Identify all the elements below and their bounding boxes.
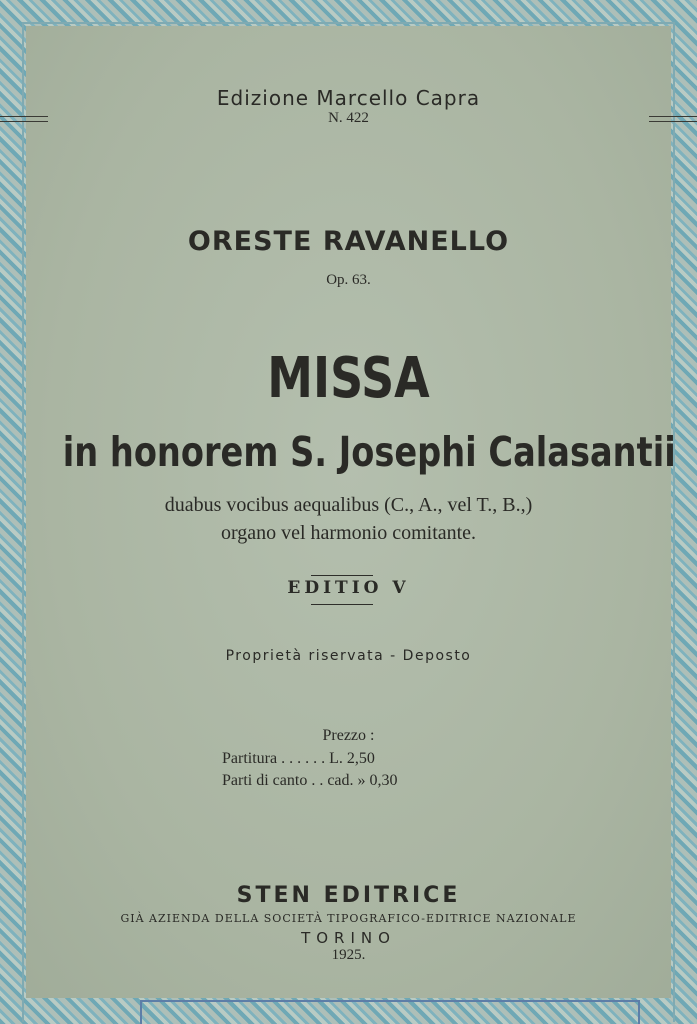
imprint-city: TORINO [301,929,396,947]
opus-number: Op. 63. [326,272,371,288]
composer-name: ORESTE RAVANELLO [187,226,510,257]
double-rule-right [649,116,697,122]
imprint-former-name: GIÀ AZIENDA DELLA SOCIETÀ TIPOGRAFICO-EDITRICE NAZIONALE [120,912,577,925]
double-rule-left [0,116,48,122]
rights-notice: Proprietà riservata - Deposto [225,648,472,664]
instrumentation-text: organo vel harmonio comitante. [220,522,477,544]
work-subtitle: in honorem S. Josephi Calasantii [62,428,676,476]
library-stamp [140,1000,640,1024]
catalog-number: N. 422 [328,110,369,126]
price-row: Partitura . . . . . . L. 2,50 [222,750,375,767]
publisher-name: Edizione Marcello Capra [216,86,481,110]
edition-rule-bottom [311,604,373,605]
work-title: MISSA [267,346,430,411]
edition-rule-top [311,575,373,576]
voicing-text: duabus vocibus aequalibus (C., A., vel T., B.,) [164,494,533,516]
imprint-year: 1925. [331,947,366,963]
price-row: Parti di canto . . cad. » 0,30 [222,772,398,789]
catalog-number-line [0,110,697,127]
imprint-name: STEN EDITRICE [236,883,461,908]
price-heading: Prezzo : [322,727,375,744]
edition-label: EDITIO V [287,578,410,598]
